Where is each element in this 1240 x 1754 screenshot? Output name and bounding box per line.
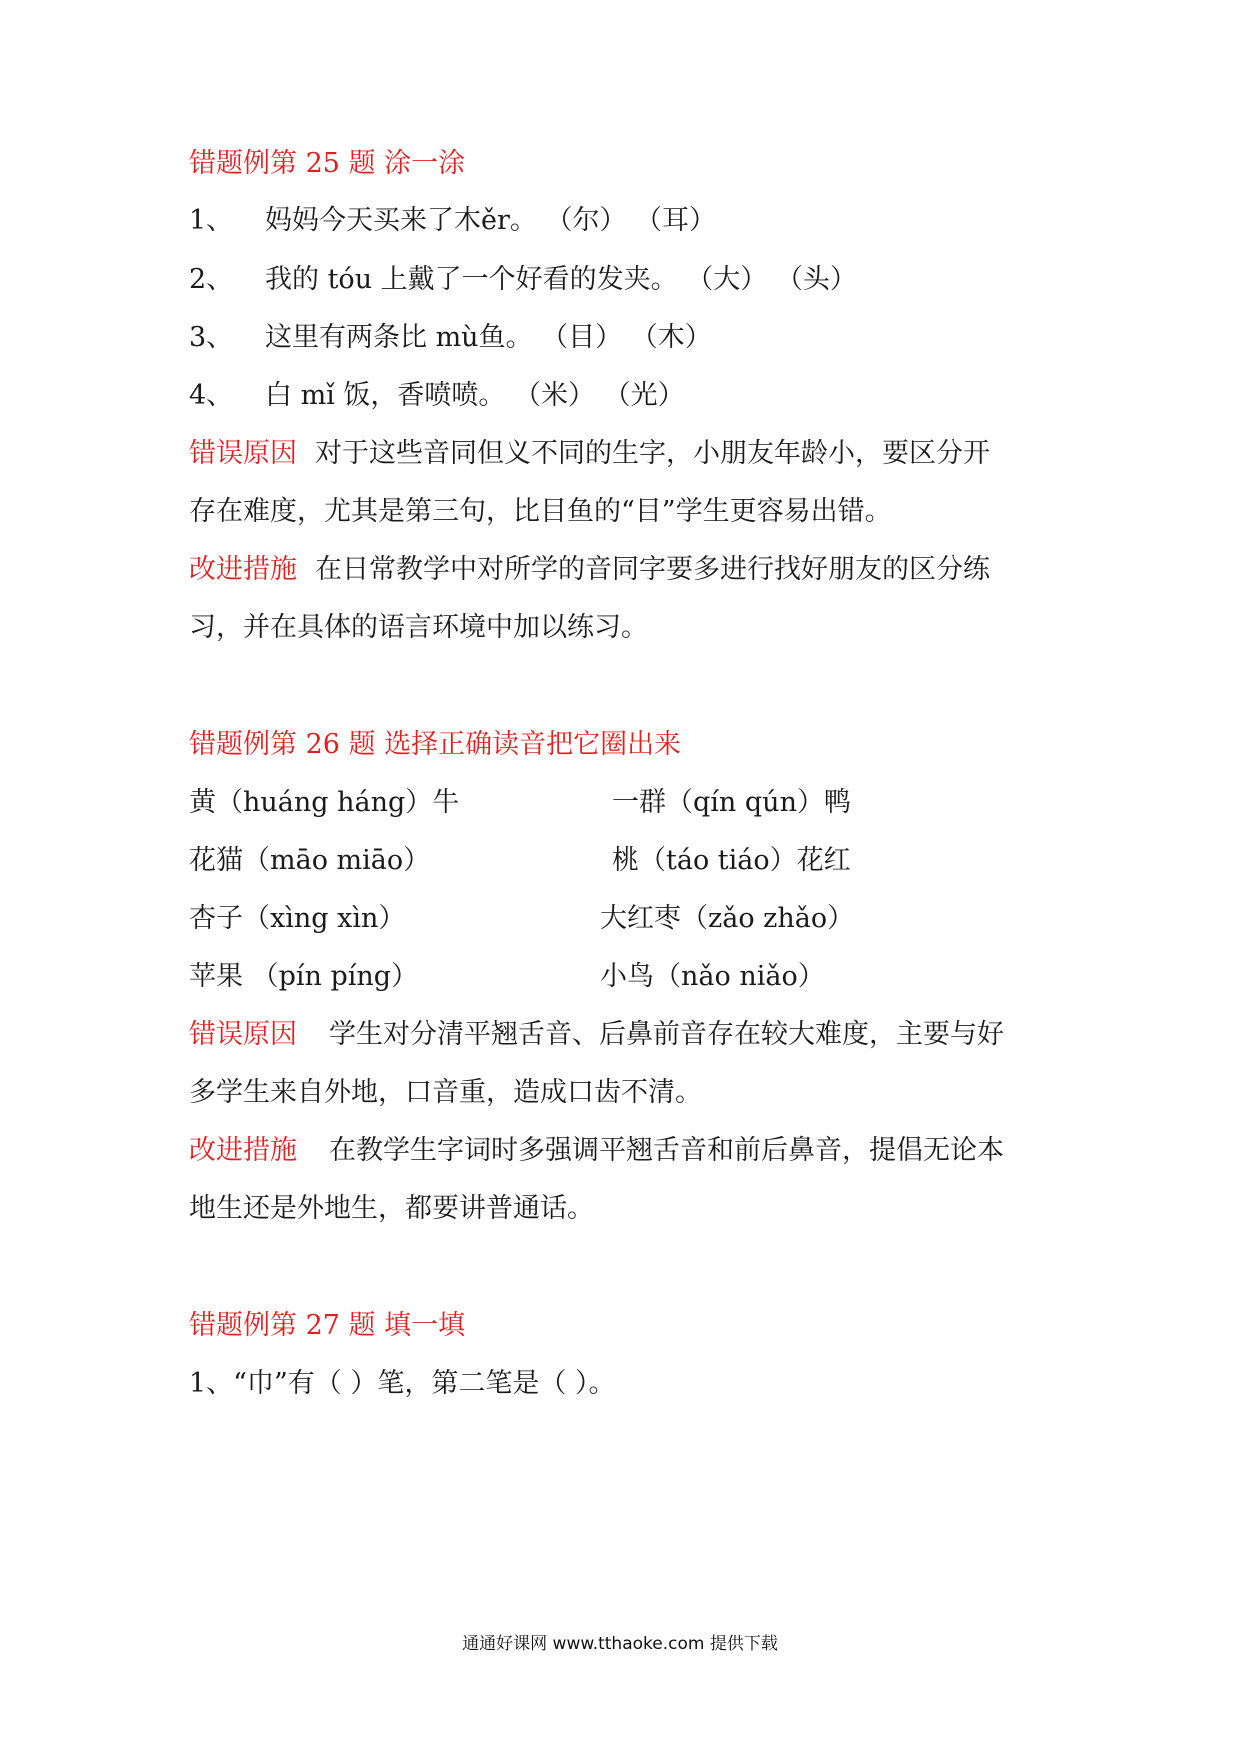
sec25-item-3 [189,320,712,356]
page-footer: 通通好课网 www.tthaoke.com 提供下载 [462,1634,778,1654]
sec25-item-4 [189,378,685,414]
item-text: 这里有两条比 mù鱼。 （目） （木） [265,322,712,353]
item-number: 2、 [189,264,234,295]
sec26-pair-3-right: 大红枣（zǎo zhǎo） [600,903,855,934]
item-text: 妈妈今天买来了木ěr。 （尔） （耳） [265,205,717,236]
section-25-heading: 错题例第 25 题 涂一涂 [189,148,466,179]
sec26-pair-1-left: 黄（huáng háng）牛 [189,787,460,818]
sec25-measure-line-2: 习，并在具体的语言环境中加以练习。 [189,612,648,643]
sec26-pair-4-left: 苹果 （pín píng） [189,961,419,992]
reason-label: 错误原因 [189,438,297,469]
reason-text: 学生对分清平翘舌音、后鼻前音存在较大难度，主要与好 [329,1019,1004,1050]
item-text: 白 mǐ 饭，香喷喷。 （米） （光） [265,380,685,411]
item-number: 1、 [189,205,234,236]
sec26-measure-line-1 [189,1133,1004,1169]
sec25-reason-line-2: 存在难度，尤其是第三句，比目鱼的“目”学生更容易出错。 [189,496,892,527]
sec25-item-2 [189,262,857,298]
sec26-reason-line-2: 多学生来自外地，口音重，造成口齿不清。 [189,1077,702,1108]
sec27-item-1: 1、“巾”有（ ）笔，第二笔是（ ）。 [189,1368,616,1399]
item-text: 我的 tóu 上戴了一个好看的发夹。 （大） （头） [265,264,857,295]
reason-label: 错误原因 [189,1019,297,1050]
sec25-measure-line-1 [189,552,990,588]
section-26-heading: 错题例第 26 题 选择正确读音把它圈出来 [189,729,682,760]
sec26-pair-2-left: 花猫（māo miāo） [189,845,431,876]
sec26-pair-2-right: 桃（táo tiáo）花红 [612,845,851,876]
section-27-heading: 错题例第 27 题 填一填 [189,1310,466,1341]
item-number: 4、 [189,380,234,411]
sec26-pair-4-right: 小鸟（nǎo niǎo） [600,961,825,992]
measure-label: 改进措施 [189,1135,297,1166]
sec25-item-1 [189,203,716,239]
sec26-pair-3-left: 杏子（xìng xìn） [189,903,406,934]
item-number: 3、 [189,322,234,353]
measure-text: 在教学生字词时多强调平翘舌音和前后鼻音，提倡无论本 [329,1135,1004,1166]
sec26-reason-line-1 [189,1017,1004,1053]
measure-text: 在日常教学中对所学的音同字要多进行找好朋友的区分练 [315,554,990,585]
sec26-pair-1-right: 一群（qín qún）鸭 [612,787,851,818]
sec25-reason-line-1 [189,436,990,472]
reason-text: 对于这些音同但义不同的生字，小朋友年龄小，要区分开 [315,438,990,469]
sec26-measure-line-2: 地生还是外地生，都要讲普通话。 [189,1193,594,1224]
measure-label: 改进措施 [189,554,297,585]
